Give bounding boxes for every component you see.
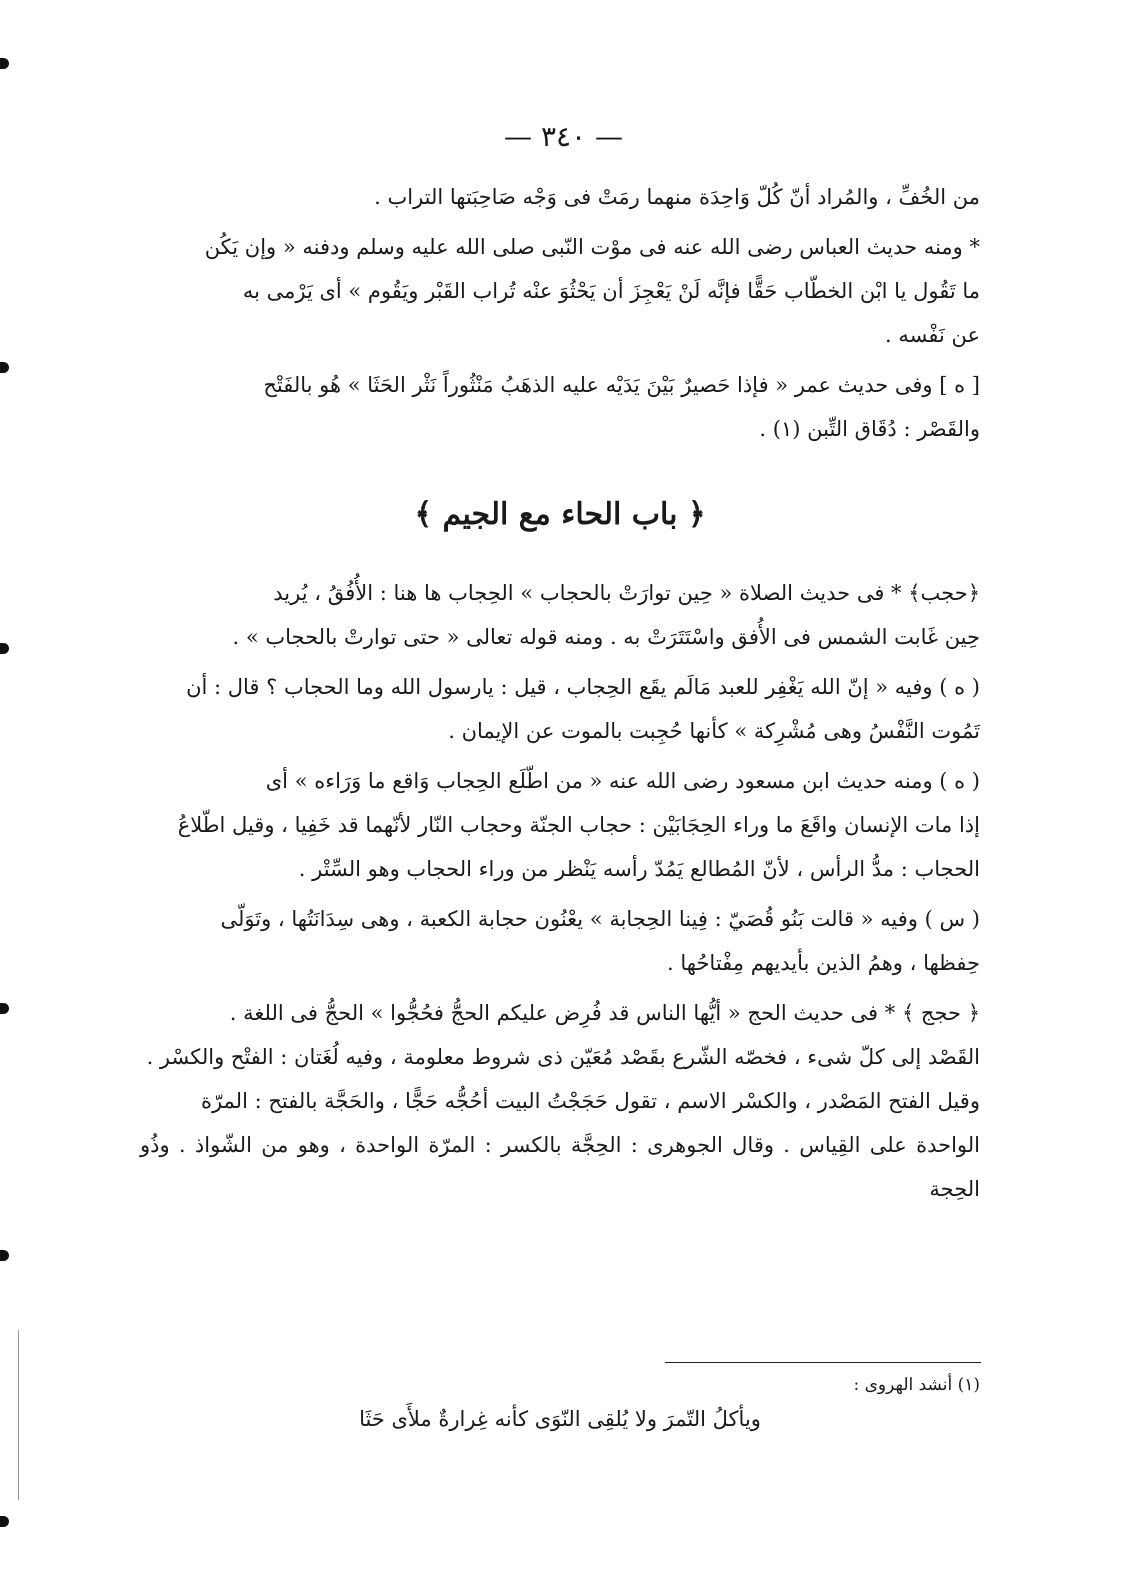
text-line: عن نَفْسه . — [884, 323, 980, 347]
margin-mark — [0, 1003, 9, 1014]
footnote-verse: ويأكلُ التّمرَ ولا يُلقِى النّوَى كأنه غِرارةٌ ملأَى حَثَا — [359, 1407, 761, 1431]
text-line: تَمُوت النَّفْسُ وهى مُشْرِكة » كأنها حُجِبت بالموت عن الإيمان . — [448, 719, 980, 743]
text-line: الواحدة على القِياس . وقال الجوهرى : الحِجَّة بالكسر : المرّة الواحدة ، وهو من الشّواذ . وذُو الحِجة — [140, 1133, 980, 1201]
text-line: الحجاب : مدُّ الرأس ، لأنّ المُطالع يَمُدّ رأسه يَنْظر من وراء الحجاب وهو السِّتْر . — [298, 857, 980, 881]
text-line: والقَصْر : دُقَاق التِّبن (١) . — [759, 417, 980, 441]
text-line: حِين غَابت الشمس فى الأُفق واسْتَتَرَتْ به . ومنه قوله تعالى « حتى توارتْ بالحجاب » . — [232, 625, 980, 649]
text-line: القَصْد إلى كلّ شىء ، فخصّه الشّرع بقَصْد مُعَيّن ذى شروط معلومة ، وفيه لُغَتان : الفتْح والكسْر . — [146, 1045, 980, 1069]
text-line: * ومنه حديث العباس رضى الله عنه فى موْت النّبى صلى الله عليه وسلم ودفنه « وإن يَكُن — [204, 235, 980, 259]
paragraph-ibn-masud — [140, 759, 980, 891]
margin-mark — [0, 1516, 9, 1527]
paragraph-qusay — [140, 897, 980, 985]
text-line: ( س ) وفيه « قالت بَنُو قُصَيّ : فِينا الحِجابة » يعْنُون حجابة الكعبة ، وهى سِدَانَتُها ، وتَوَلّى — [220, 907, 980, 931]
text-line: ﴿ حجج ﴾ * فى حديث الحج « أيُّها الناس قد فُرِض عليكم الحجُّ فحُجُّوا » الحجُّ فى اللغة . — [229, 1001, 980, 1025]
footnote-divider — [665, 1362, 981, 1363]
margin-mark — [0, 362, 9, 373]
margin-mark — [0, 643, 9, 654]
paragraph-umar — [140, 363, 980, 451]
paragraph-maghfira — [140, 665, 980, 753]
text-line: ما تَقُول يا ابْن الخطّاب حَقًّا فإنَّه لَنْ يَعْجِزَ أن يَحْثُوَ عنْه تُراب القَبْر ويَقُوم » أى يَرْمى به — [242, 279, 980, 303]
footnotes — [140, 1370, 980, 1434]
page-number: — ٣٤٠ — — [504, 120, 623, 153]
text-line: ( ه ) ومنه حديث ابن مسعود رضى الله عنه « من اطّلَع الحِجاب وَاقع ما وَرَاءه » أى — [265, 769, 980, 793]
main-text — [140, 175, 980, 1217]
paragraph-abbas — [140, 225, 980, 357]
paragraph-khuff — [140, 175, 980, 219]
text-line: ﴿حجب﴾ * فى حديث الصلاة « حِين توارَتْ بالحجاب » الحِجاب ها هنا : الأُفُقُ ، يُريد — [273, 581, 980, 605]
entry-hajj — [140, 991, 980, 1211]
text-line: [ ه ] وفى حديث عمر « فإذا حَصيرٌ بَيْنَ يَدَيْه عليه الذهَبُ مَنْثُوراً نَثْر الحَثَا » هُو بالفَتْح — [263, 373, 980, 397]
margin-mark — [0, 1250, 9, 1261]
text-line: من الخُفِّ ، والمُراد أنّ كُلّ وَاحِدَة منهما رمَتْ فى وَجْه صَاحِبَتها التراب . — [374, 185, 980, 209]
entry-hajb — [140, 571, 980, 659]
margin-mark — [0, 58, 9, 69]
text-line: حِفظها ، وهمُ الذين بأيديهم مِفْتاحُها . — [667, 951, 980, 975]
text-line: ( ه ) وفيه « إنّ الله يَغْفِر للعبد مَالَم يقَع الحِجاب ، قيل : يارسول الله وما الحجاب ؟ قال : أن — [186, 675, 980, 699]
text-line: وقيل الفتح المَصْدر ، والكسْر الاسم ، تقول حَجَجْتُ البيت أحُجُّه حَجًّا ، والحَجَّة بالفتح : المرّة — [200, 1089, 980, 1113]
text-line: إذا مات الإنسان واقَعَ ما وراء الحِجَابَيْن : حجاب الجنّة وحجاب النّار لأنّهما قد خَفِيا ، وقيل اطّلاعُ — [177, 813, 980, 837]
footnote-label: (١) أنشد الهروى : — [853, 1375, 980, 1395]
margin-line — [18, 1330, 19, 1500]
section-heading: ﴿ باب الحاء مع الجيم ﴾ — [414, 497, 706, 532]
